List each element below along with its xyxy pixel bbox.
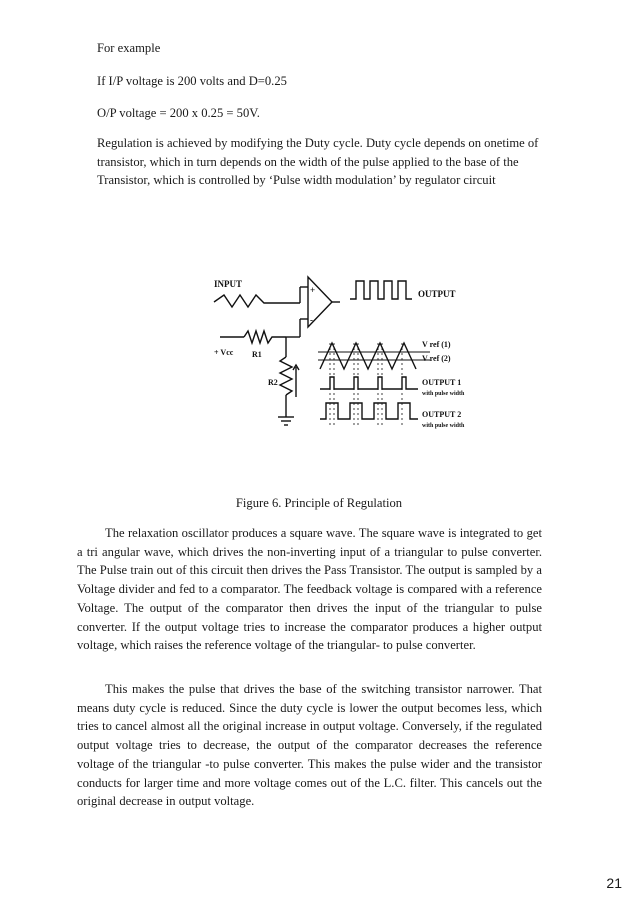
page-number: 21 bbox=[606, 875, 622, 891]
example-input-line: If I/P voltage is 200 volts and D=0.25 bbox=[97, 74, 287, 88]
triangle-reference-wave bbox=[320, 343, 416, 369]
vref1-label: V ref (1) bbox=[422, 340, 451, 349]
output-square-wave bbox=[350, 281, 412, 299]
minus-label: - bbox=[310, 315, 313, 325]
plus-label: + bbox=[310, 285, 316, 295]
figure-caption: Figure 6. Principle of Regulation bbox=[235, 496, 403, 510]
regulation-paragraph: Regulation is achieved by modifying the Duty cycle. Duty cycle depends on onetime of transistor, which in turn depends on the width of the pulse applied to the base of the Transistor, which is controlled by ‘Pulse width modulation’ by regulator circuit bbox=[97, 136, 539, 188]
body-paragraph-2: This makes the pulse that drives the base of the switching transistor narrower. That means duty cycle is reduced. Since the duty cycle is lower the output becomes less, which tries to cancel almost all the original increase in output voltage. Conversely, if the regulated output voltage tries to decrease, the output of the comparator decreases the reference voltage of the triangular -to pulse converter. This makes the pulse wider and the transistor conducts for larger time and more voltage comes out of the L.C. filter. This cancels out the original decrease in output voltage. bbox=[77, 682, 542, 809]
input-label: INPUT bbox=[214, 279, 243, 289]
regulation-diagram bbox=[200, 257, 476, 453]
example-heading: For example bbox=[97, 41, 161, 55]
output2-pulses bbox=[320, 403, 418, 419]
output1-sub-label: with pulse width bbox=[422, 391, 465, 397]
output1-pulses bbox=[320, 377, 418, 389]
input-triangle-wave bbox=[214, 295, 300, 307]
regulation-figure bbox=[200, 257, 476, 453]
output1-label: OUTPUT 1 bbox=[422, 378, 462, 387]
output2-label: OUTPUT 2 bbox=[422, 410, 462, 419]
r1-resistor bbox=[244, 331, 286, 343]
output2-sub-label: with pulse width bbox=[422, 423, 465, 429]
vref2-label: V ref (2) bbox=[422, 354, 451, 363]
output-label: OUTPUT bbox=[418, 289, 456, 299]
r2-resistor bbox=[280, 357, 292, 395]
vcc-label: + Vcc bbox=[214, 348, 234, 357]
body-paragraph-1: The relaxation oscillator produces a square wave. The square wave is integrated to get a tri angular wave, which drives the non-inverting input of a triangular to pulse converter. The Pulse train out of this circuit then drives the Pass Transistor. The output is sampled by a Voltage divider and fed to a comparator. The feedback voltage is compared with a reference Voltage. The output of the comparator then drives the input of the triangular to pulse converter. If the output voltage tries to increase the comparator produces a higher output voltage, which raises the reference voltage of the triangular- to pulse converter. bbox=[77, 526, 542, 653]
r1-label: R1 bbox=[252, 350, 262, 359]
r2-label: R2 bbox=[268, 378, 278, 387]
example-output-line: O/P voltage = 200 x 0.25 = 50V. bbox=[97, 106, 260, 120]
